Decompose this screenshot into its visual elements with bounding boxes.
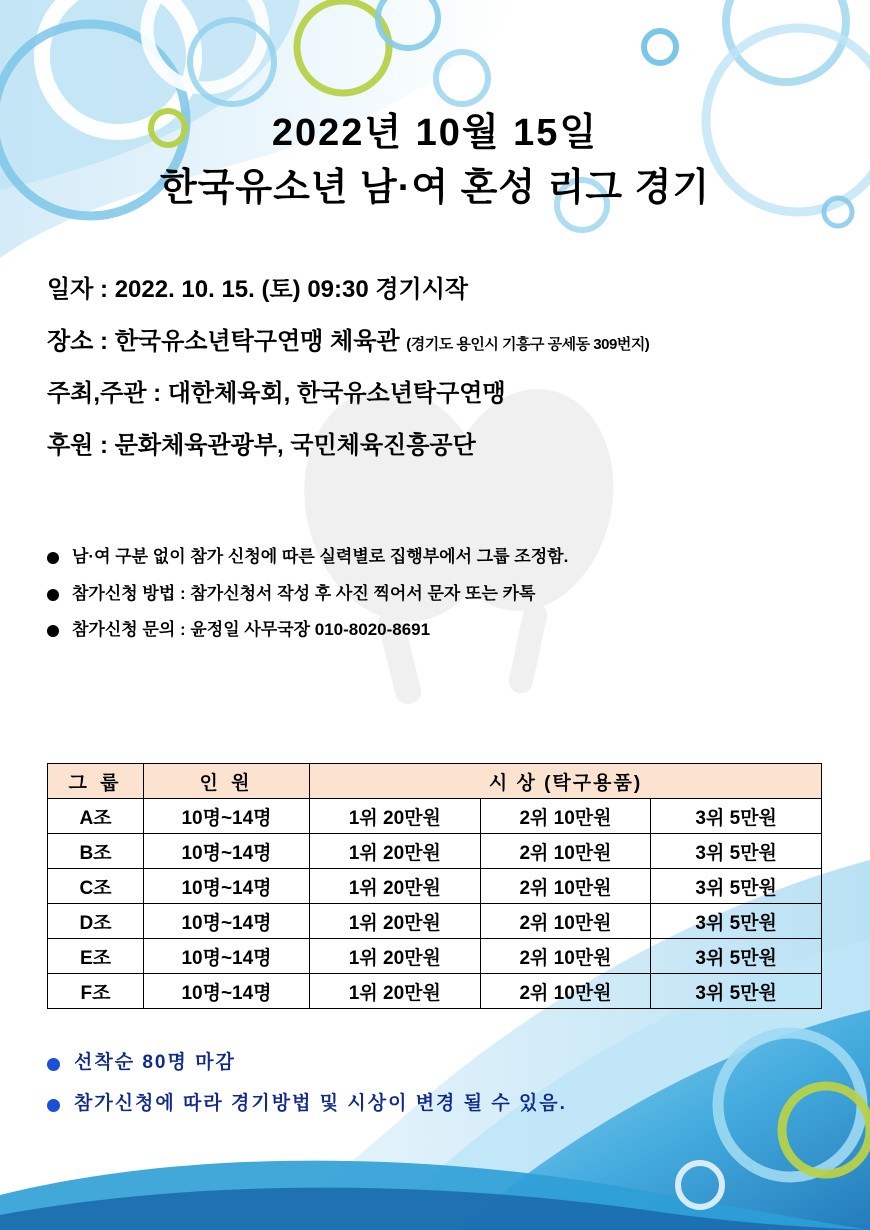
info-sponsor: 후원 : 문화체육관광부, 국민체육진흥공단	[47, 432, 476, 459]
cell-prize-1: 1위 20만원	[310, 834, 481, 869]
bullet-icon	[47, 589, 59, 601]
event-info	[47, 278, 837, 486]
cell-count: 10명~14명	[144, 974, 310, 1009]
cell-prize-1: 1위 20만원	[310, 869, 481, 904]
title-line-event: 한국유소년 남·여 혼성 리그 경기	[159, 167, 711, 210]
table-row	[48, 834, 822, 869]
info-venue-address: (경기도 용인시 기흥구 공세동 309번지)	[406, 336, 650, 353]
footer-note-text: 참가신청에 따라 경기방법 및 시상이 변경 될 수 있음.	[74, 1092, 567, 1114]
footer-notes	[47, 1053, 847, 1135]
cell-prize-1: 1위 20만원	[310, 904, 481, 939]
table-row	[48, 974, 822, 1009]
cell-prize-2: 2위 10만원	[480, 834, 651, 869]
table-header-row	[48, 764, 822, 799]
cell-group: B조	[48, 834, 144, 869]
table-row	[48, 799, 822, 834]
footer-note-text: 선착순 80명 마감	[74, 1052, 236, 1073]
bullet-icon	[47, 552, 59, 564]
cell-prize-2: 2위 10만원	[480, 799, 651, 834]
header-prize: 시 상 (탁구용품)	[310, 764, 822, 799]
prize-table-head	[48, 764, 822, 799]
cell-prize-1: 1위 20만원	[310, 939, 481, 974]
cell-prize-2: 2위 10만원	[480, 869, 651, 904]
cell-group: E조	[48, 939, 144, 974]
note-text: 참가신청 방법 : 참가신청서 작성 후 사진 찍어서 문자 또는 카톡	[72, 583, 536, 603]
info-venue	[47, 330, 837, 354]
cell-prize-2: 2위 10만원	[480, 939, 651, 974]
cell-prize-3: 3위 5만원	[651, 869, 822, 904]
cell-count: 10명~14명	[144, 939, 310, 974]
cell-prize-2: 2위 10만원	[480, 904, 651, 939]
cell-prize-3: 3위 5만원	[651, 974, 822, 1009]
cell-count: 10명~14명	[144, 904, 310, 939]
note-item	[47, 585, 847, 604]
prize-table-body	[48, 799, 822, 1009]
note-item	[47, 548, 847, 567]
cell-prize-1: 1위 20만원	[310, 974, 481, 1009]
prize-table	[47, 763, 822, 1009]
footer-note-item	[47, 1053, 847, 1074]
prize-table-wrapper	[47, 763, 822, 1009]
cell-count: 10명~14명	[144, 834, 310, 869]
cell-count: 10명~14명	[144, 869, 310, 904]
cell-prize-1: 1위 20만원	[310, 799, 481, 834]
footer-note-item	[47, 1094, 847, 1115]
header-count: 인 원	[144, 764, 310, 799]
note-text: 참가신청 문의 : 윤정일 사무국장 010-8020-8691	[72, 620, 431, 640]
info-date: 일자 : 2022. 10. 15. (토) 09:30 경기시작	[47, 276, 469, 303]
table-row	[48, 939, 822, 974]
cell-group: C조	[48, 869, 144, 904]
bullet-blue-icon	[47, 1099, 60, 1112]
header-group: 그 룹	[48, 764, 144, 799]
cell-prize-3: 3위 5만원	[651, 799, 822, 834]
title-line-date: 2022년 10월 15일	[271, 112, 599, 154]
info-host: 주최,주관 : 대한체육회, 한국유소년탁구연맹	[47, 380, 506, 407]
bullet-icon	[47, 625, 59, 637]
notes-list	[47, 548, 847, 658]
cell-prize-2: 2위 10만원	[480, 974, 651, 1009]
cell-prize-3: 3위 5만원	[651, 939, 822, 974]
note-item	[47, 621, 847, 640]
cell-group: A조	[48, 799, 144, 834]
note-text: 남·여 구분 없이 참가 신청에 따른 실력별로 집행부에서 그룹 조정함.	[72, 547, 569, 566]
cell-group: D조	[48, 904, 144, 939]
poster-title	[0, 108, 870, 215]
info-venue-label: 장소 : 한국유소년탁구연맹 체육관	[47, 328, 400, 355]
cell-prize-3: 3위 5만원	[651, 904, 822, 939]
cell-prize-3: 3위 5만원	[651, 834, 822, 869]
cell-group: F조	[48, 974, 144, 1009]
table-row	[48, 869, 822, 904]
cell-count: 10명~14명	[144, 799, 310, 834]
table-row	[48, 904, 822, 939]
bullet-blue-icon	[47, 1058, 60, 1071]
